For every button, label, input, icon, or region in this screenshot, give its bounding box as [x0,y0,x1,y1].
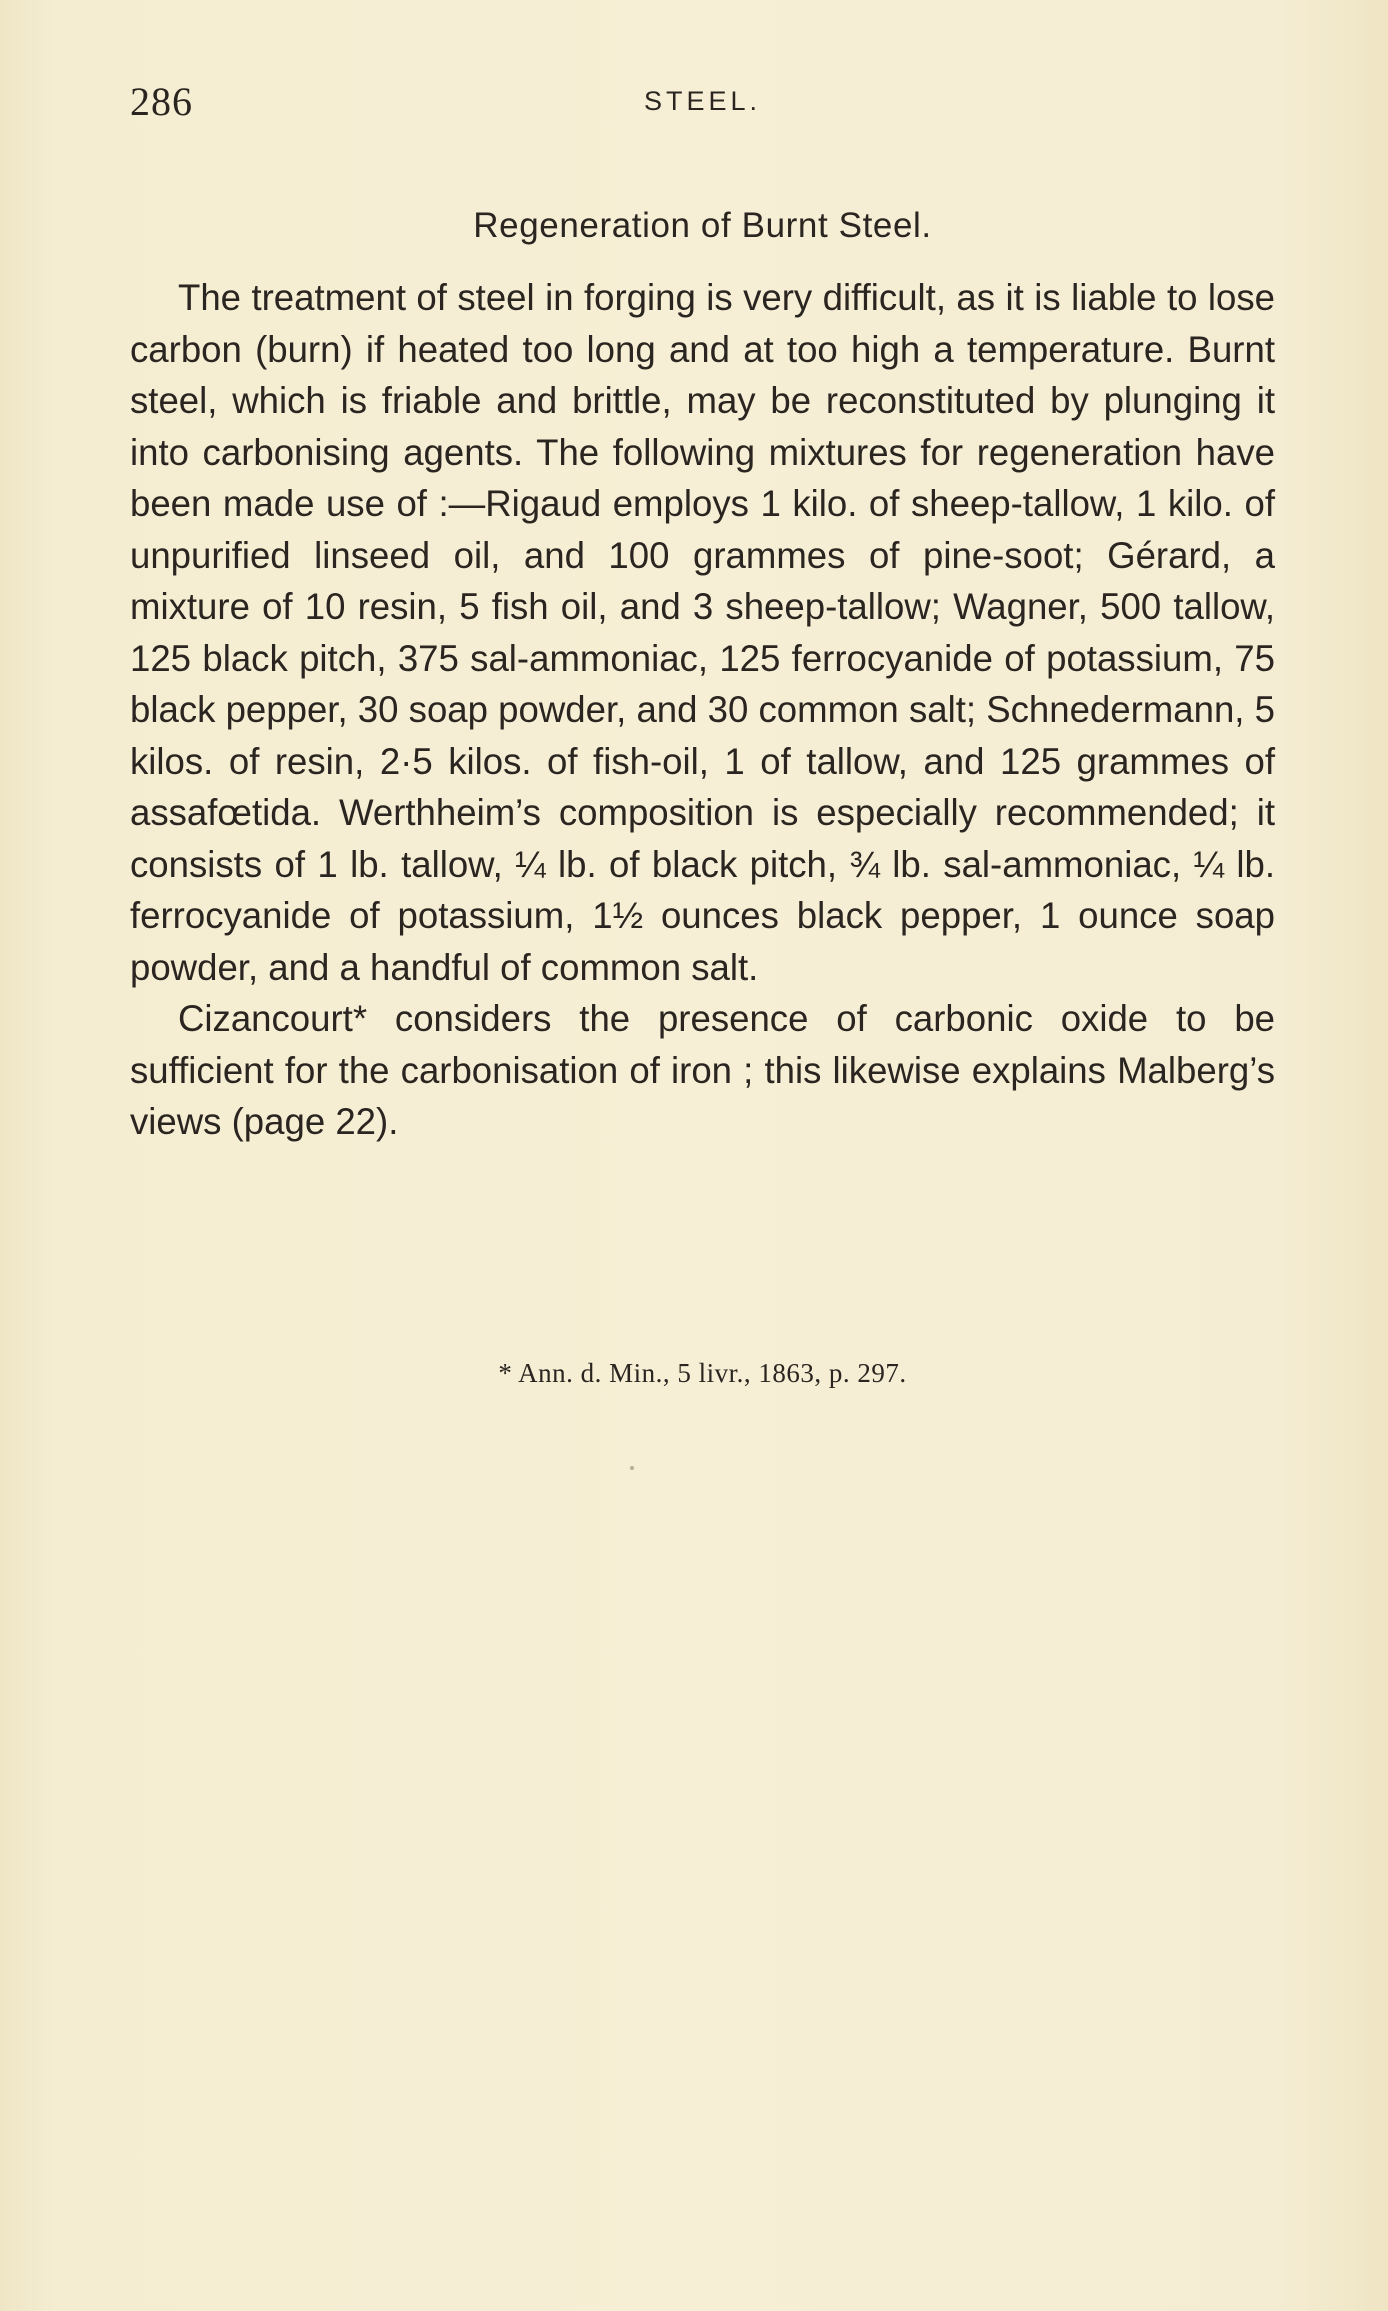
page-number: 286 [130,79,193,124]
page-header [130,78,1275,128]
paragraph: The treatment of steel in forging is very difficult, as it is liable to lose carbon (burn) if heated too long and at too high a temperature. Burnt steel, which is friable and brittle, may be reconstituted by plunging it into carbonising agents. The following mixtures for regeneration have been made use of :—Rigaud employs 1 kilo. of sheep-tallow, 1 kilo. of unpurified linseed oil, and 100 grammes of pine-soot; Gérard, a mixture of 10 resin, 5 fish oil, and 3 sheep-tallow; Wagner, 500 tallow, 125 black pitch, 375 sal-ammoniac, 125 ferrocyanide of potassium, 75 black pepper, 30 soap powder, and 30 common salt; Schnedermann, 5 kilos. of resin, 2·5 kilos. of fish-oil, 1 of tallow, and 125 grammes of assafœtida. Werthheim’s composition is especially recommended; it consists of 1 lb. tallow, ¼ lb. of black pitch, ¾ lb. sal-ammoniac, ¼ lb. ferrocyanide of potassium, 1½ ounces black pepper, 1 ounce soap powder, and a handful of common salt. [130,277,1275,988]
paragraph: Cizancourt* considers the presence of carbonic oxide to be sufficient for the carbonisation of iron ; this likewise explains Malberg’s views (page 22). [130,998,1275,1142]
section-title: Regeneration of Burnt Steel. [473,206,932,245]
paper-speck [630,1466,634,1470]
body-text [130,272,1275,1148]
footnote: * Ann. d. Min., 5 livr., 1863, p. 297. [498,1358,907,1388]
running-head: STEEL. [643,86,762,116]
